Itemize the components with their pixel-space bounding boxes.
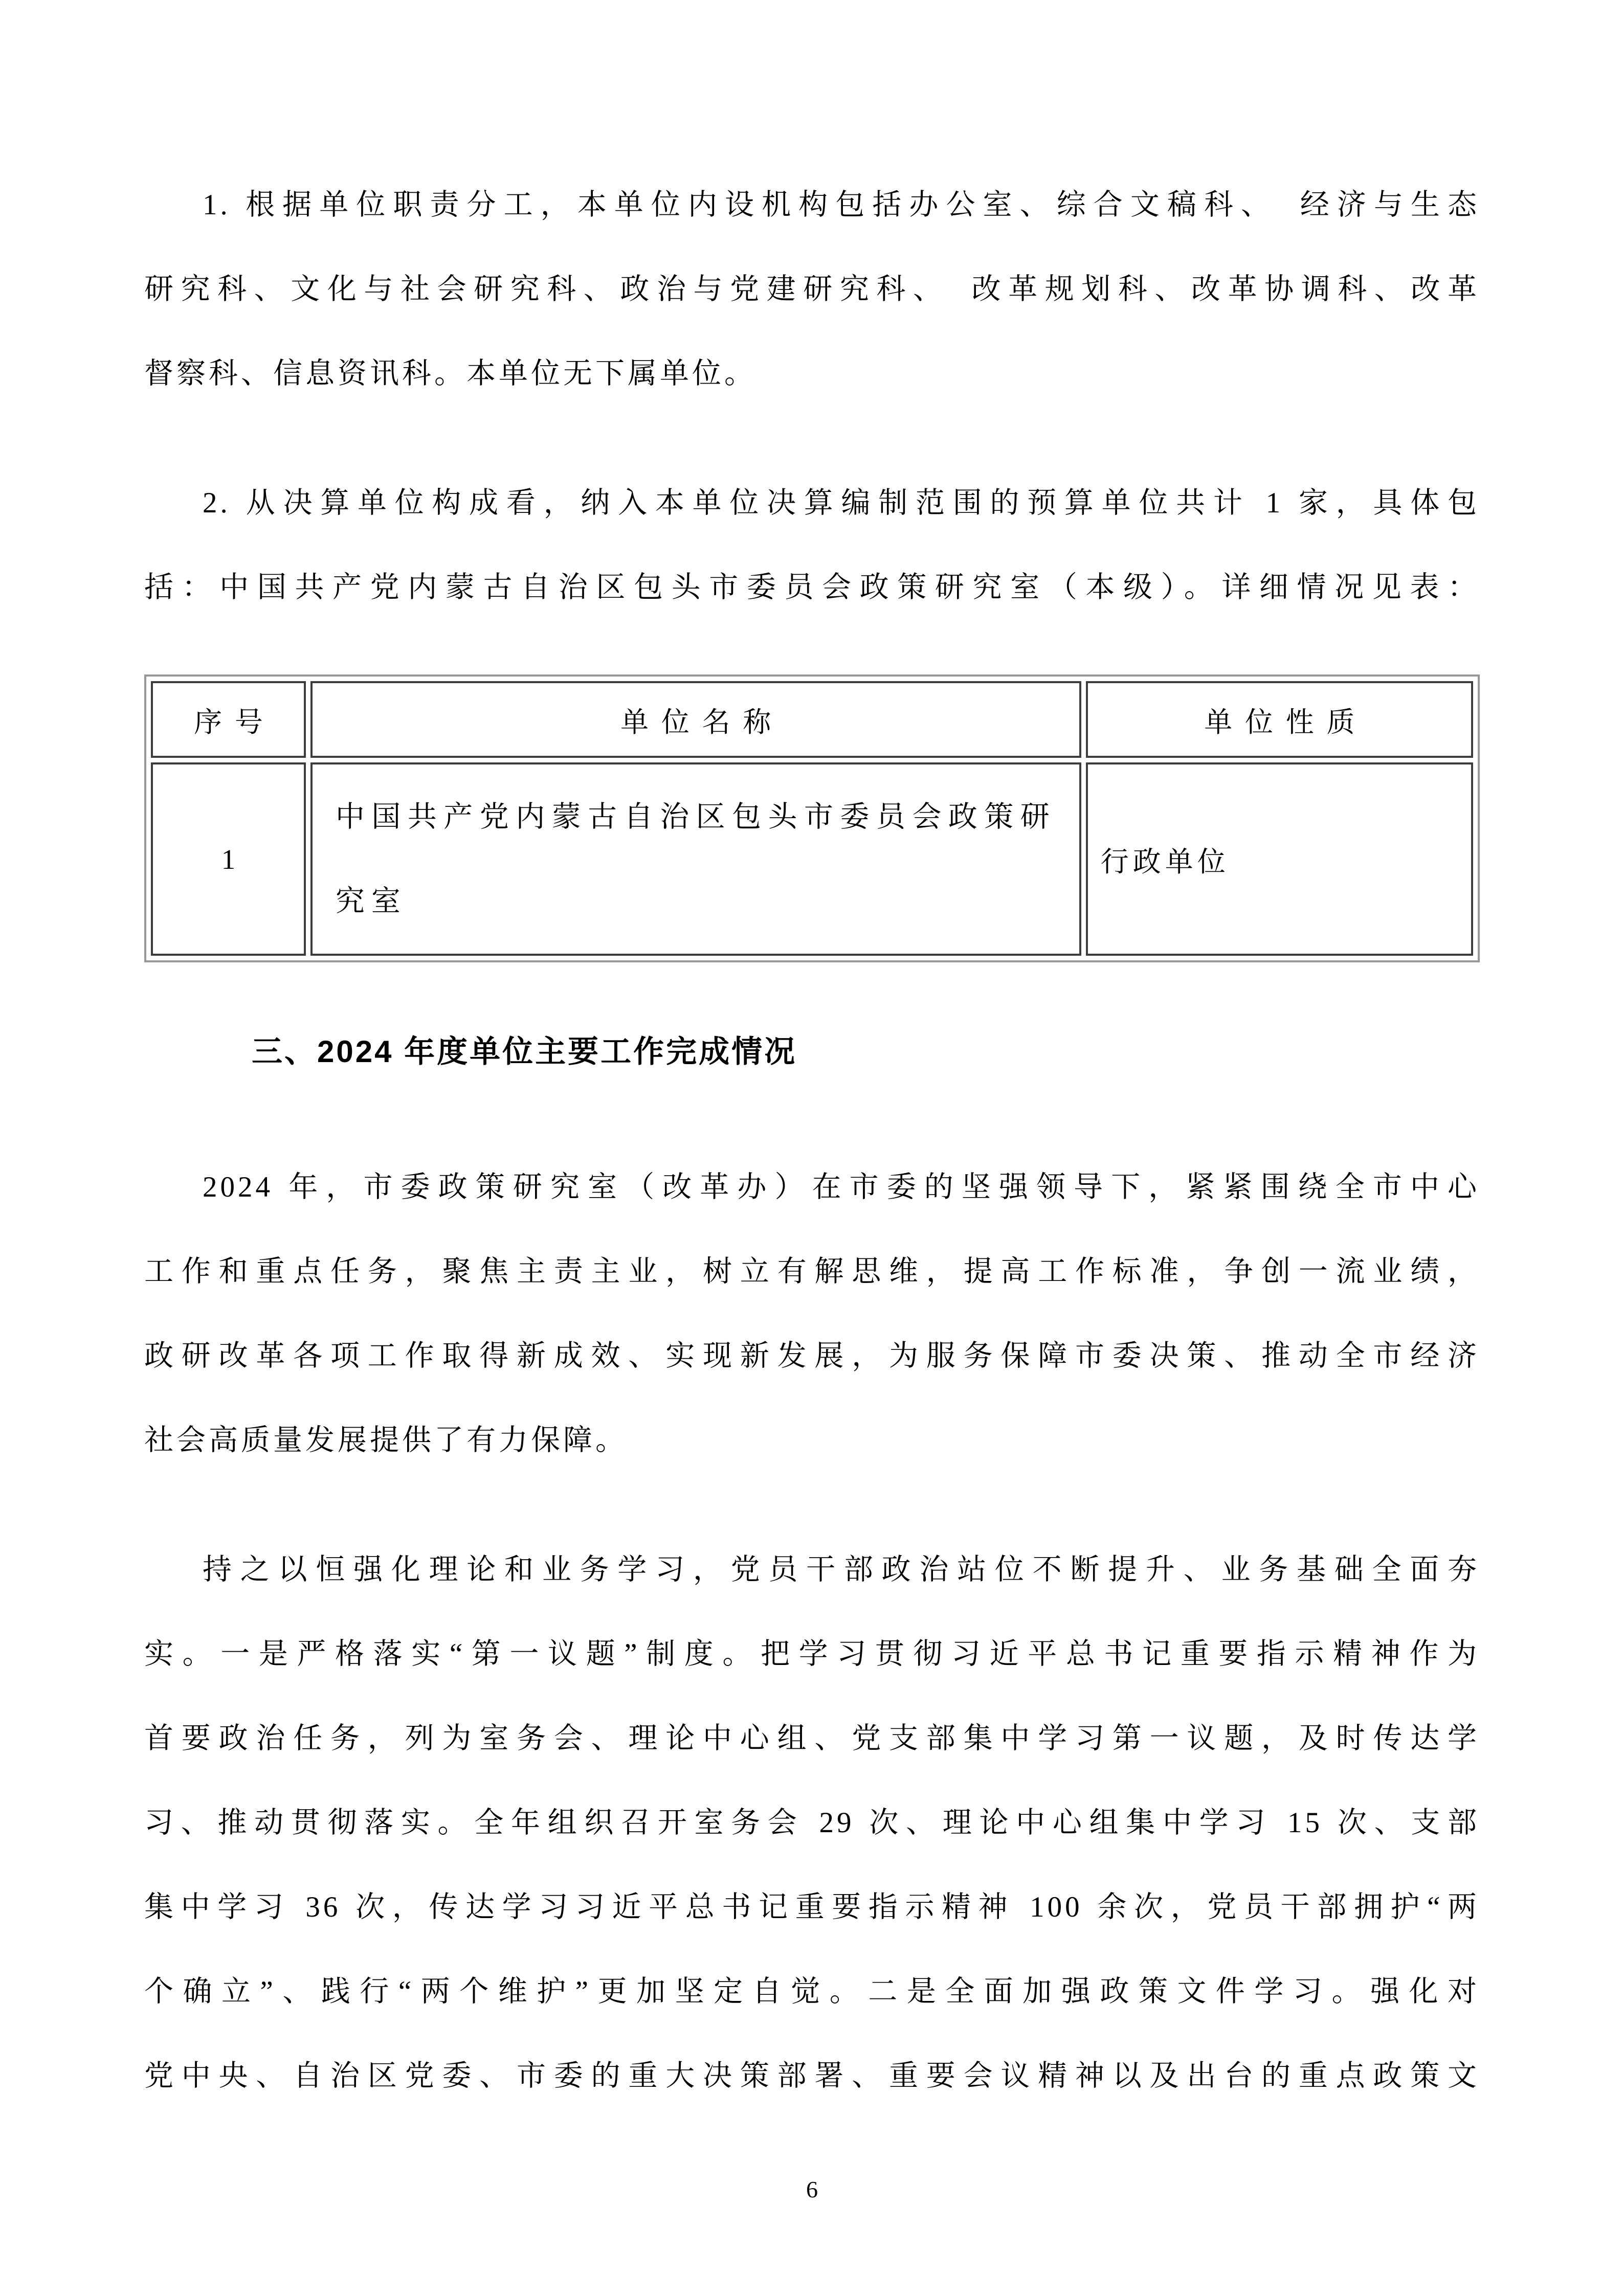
text-line: 个确立”、践行“两个维护”更加坚定自觉。二是全面加强政策文件学习。强化对	[144, 1975, 1480, 2008]
cell-serial-number: 1	[151, 762, 306, 956]
budget-units-table	[144, 674, 1480, 962]
column-header-serial: 序号	[151, 681, 306, 758]
text-line: 实。一是严格落实“第一议题”制度。把学习贯彻习近平总书记重要指示精神作为	[144, 1638, 1480, 1670]
text-line: 习、推动贯彻落实。全年组织召开室务会 29 次、理论中心组集中学习 15 次、支部	[144, 1807, 1480, 1839]
text-line: 2. 从决算单位构成看，纳入本单位决算编制范围的预算单位共计 1 家，具体包	[203, 487, 1480, 519]
page-number: 6	[806, 2176, 818, 2202]
text-line: 督察科、信息资讯科。本单位无下属单位。	[144, 357, 757, 390]
cell-unit-nature: 行政单位	[1086, 762, 1473, 956]
text-line: 集中学习 36 次，传达学习习近平总书记重要指示精神 100 余次，党员干部拥护“两	[144, 1891, 1480, 1923]
paragraph-overview-2024	[144, 1145, 1480, 1482]
column-header-unit-nature: 单位性质	[1086, 681, 1473, 758]
unit-name-text: 中国共产党内蒙古自治区包头市委员会政策研究室	[335, 801, 1056, 917]
paragraph-theory-study	[144, 1527, 1480, 2118]
text-line: 1. 根据单位职责分工，本单位内设机构包括办公室、综合文稿科、 经济与生态	[203, 189, 1480, 221]
cell-unit-name	[310, 762, 1081, 956]
paragraph-internal-structure	[144, 163, 1480, 416]
table-header-row	[151, 681, 1473, 758]
text-line: 首要政治任务，列为室务会、理论中心组、党支部集中学习第一议题，及时传达学	[144, 1722, 1480, 1754]
section-heading: 三、2024 年度单位主要工作完成情况	[252, 1034, 797, 1069]
text-line: 政研改革各项工作取得新成效、实现新发展，为服务保障市委决策、推动全市经济	[144, 1340, 1480, 1372]
text-line: 社会高质量发展提供了有力保障。	[144, 1424, 628, 1456]
column-header-unit-name: 单位名称	[310, 681, 1081, 758]
text-line: 研究科、文化与社会研究科、政治与党建研究科、 改革规划科、改革协调科、改革	[144, 273, 1480, 305]
paragraph-budget-units	[144, 461, 1480, 629]
text-line: 工作和重点任务，聚焦主责主业，树立有解思维，提高工作标准，争创一流业绩，	[144, 1255, 1480, 1288]
text-line: 2024 年，市委政策研究室（改革办）在市委的坚强领导下，紧紧围绕全市中心	[203, 1171, 1480, 1203]
table-row	[151, 762, 1473, 956]
text-line: 党中央、自治区党委、市委的重大决策部署、重要会议精神以及出台的重点政策文	[144, 2060, 1480, 2092]
text-line: 括：中国共产党内蒙古自治区包头市委员会政策研究室（本级）。详细情况见表：	[144, 571, 1480, 603]
text-line: 持之以恒强化理论和业务学习，党员干部政治站位不断提升、业务基础全面夯	[203, 1554, 1480, 1586]
